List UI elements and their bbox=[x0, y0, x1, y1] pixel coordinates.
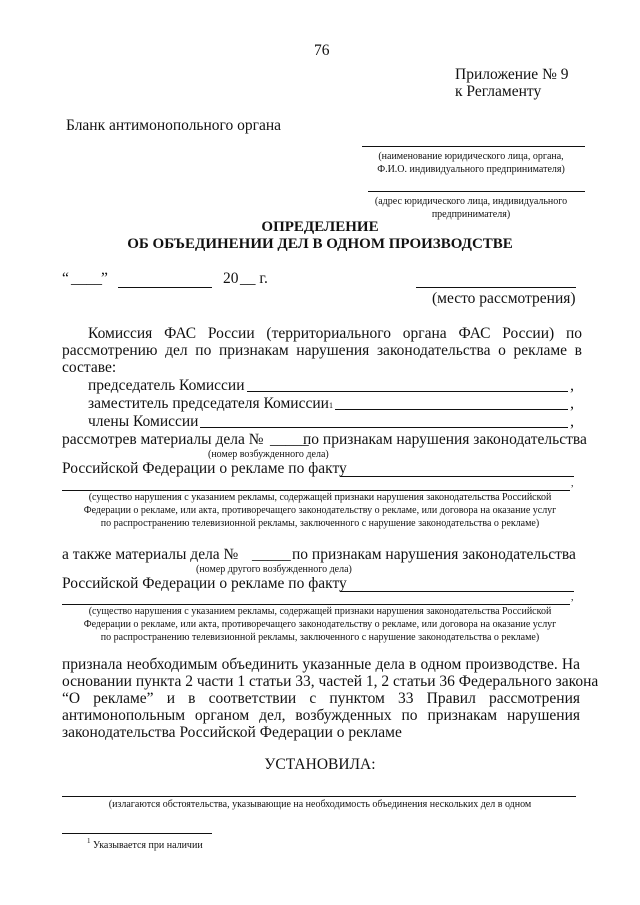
members-comma: , bbox=[570, 413, 574, 430]
recipient-name-caption-2: Ф.И.О. индивидуального предпринимателя) bbox=[377, 164, 565, 175]
page-number: 76 bbox=[314, 42, 330, 59]
case2-essence-comma: , bbox=[571, 592, 574, 603]
recipient-name-caption-1: (наименование юридического лица, органа, bbox=[378, 151, 564, 162]
footnote-separator bbox=[62, 833, 212, 834]
deputy-footnote-mark: 1 bbox=[328, 401, 333, 410]
chair-line bbox=[247, 391, 569, 392]
deputy-label: заместитель председателя Комиссии bbox=[88, 395, 329, 412]
decision-line-5: законодательства Российской Федерации о рекламе bbox=[62, 724, 402, 741]
members-row bbox=[88, 413, 574, 431]
recipient-name-line bbox=[362, 146, 585, 147]
decision-line-3: “О рекламе” и в соответствии с пунктом 33 Правил рассмотрения bbox=[62, 690, 580, 707]
chair-label: председатель Комиссии bbox=[88, 377, 245, 394]
case1-essence-caption-1: (существо нарушения с указанием рекламы, содержащей признаки нарушения законодательства Российской bbox=[88, 492, 552, 503]
chair-comma: , bbox=[570, 377, 574, 394]
date-quote-open: “ bbox=[62, 270, 69, 287]
document-title-2: ОБ ОБЪЕДИНЕНИИ ДЕЛ В ОДНОМ ПРОИЗВОДСТВЕ bbox=[127, 236, 513, 252]
case2-caption: (номер другого возбужденного дела) bbox=[196, 564, 352, 575]
case1-number-blank: _____ bbox=[270, 431, 309, 448]
case2-fact-label: Российской Федерации о рекламе по факту bbox=[62, 575, 347, 592]
place-caption: (место рассмотрения) bbox=[432, 290, 576, 307]
case1-essence-caption-2: Федерации о рекламе, или акта, противоречащего законодательству о рекламе, или договора на оказание услуг bbox=[83, 505, 557, 516]
deputy-row bbox=[88, 395, 574, 413]
case2-suffix: по признакам нарушения законодательства bbox=[292, 546, 576, 563]
circumstances-caption: (излагаются обстоятельства, указывающие на необходимость объединения нескольких дел в одном bbox=[108, 799, 532, 810]
recipient-address-caption-1: (адрес юридического лица, индивидуального bbox=[374, 196, 568, 207]
footnote-text: Указывается при наличии bbox=[93, 840, 203, 851]
case2-essence-line bbox=[62, 604, 570, 605]
case2-fact-line bbox=[340, 591, 574, 592]
date-quote-close: ” bbox=[101, 270, 108, 287]
date-year-suffix: __ г. bbox=[240, 270, 268, 287]
case1-caption: (номер возбужденного дела) bbox=[208, 449, 329, 460]
appendix-line-1: Приложение № 9 bbox=[455, 66, 569, 83]
date-year-prefix: 20 bbox=[223, 270, 239, 287]
deputy-comma: , bbox=[570, 395, 574, 412]
case1-essence-caption-3: по распространению телевизионной рекламы, заключенного с нарушение законодательства о рекламе) bbox=[100, 518, 540, 529]
decision-line-1: признала необходимым объединить указанные дела в одном производстве. На bbox=[62, 656, 580, 673]
circumstances-line bbox=[62, 796, 576, 797]
members-label: члены Комиссии bbox=[88, 413, 199, 430]
case1-suffix: по признакам нарушения законодательства bbox=[303, 431, 587, 448]
commission-intro-3: составе: bbox=[62, 359, 117, 376]
date-day-blank: ____ bbox=[71, 270, 102, 287]
commission-intro-2: рассмотрению дел по признакам нарушения законодательства о рекламе в bbox=[62, 342, 582, 359]
commission-intro-1: Комиссия ФАС России (территориального органа ФАС России) по bbox=[88, 325, 582, 342]
decision-line-4: антимонопольным органом дел, возбужденных по признакам нарушения bbox=[62, 707, 580, 724]
place-line bbox=[416, 287, 576, 288]
case2-essence-caption-2: Федерации о рекламе, или акта, противоречащего законодательству о рекламе, или договора на оказание услуг bbox=[83, 619, 557, 630]
chair-row bbox=[88, 377, 574, 395]
members-line bbox=[200, 427, 568, 428]
case2-essence-caption-3: по распространению телевизионной рекламы, заключенного с нарушение законодательства о рекламе) bbox=[100, 632, 540, 643]
established-heading: УСТАНОВИЛА: bbox=[264, 756, 376, 773]
case2-prefix: а также материалы дела № bbox=[62, 546, 239, 563]
appendix-line-2: к Регламенту bbox=[455, 83, 542, 100]
blank-label: Бланк антимонопольного органа bbox=[66, 117, 282, 134]
case1-fact-line bbox=[340, 476, 574, 477]
case1-fact-label: Российской Федерации о рекламе по факту bbox=[62, 460, 347, 477]
decision-line-2: основании пункта 2 части 1 статьи 33, частей 1, 2 статьи 36 Федерального закона bbox=[62, 673, 599, 690]
case2-number-blank: _____ bbox=[252, 546, 291, 563]
case1-essence-comma: , bbox=[571, 478, 574, 489]
recipient-address-caption-2: предпринимателя) bbox=[431, 209, 511, 220]
deputy-line bbox=[335, 409, 568, 410]
case2-essence-caption-1: (существо нарушения с указанием рекламы, содержащей признаки нарушения законодательства Российской bbox=[88, 606, 552, 617]
footnote-mark: 1 bbox=[87, 837, 91, 845]
date-month-line bbox=[118, 287, 212, 288]
case1-essence-line bbox=[62, 490, 570, 491]
case1-prefix: рассмотрев материалы дела № bbox=[62, 431, 264, 448]
recipient-address-line bbox=[368, 191, 585, 192]
document-title-1: ОПРЕДЕЛЕНИЕ bbox=[261, 219, 379, 235]
